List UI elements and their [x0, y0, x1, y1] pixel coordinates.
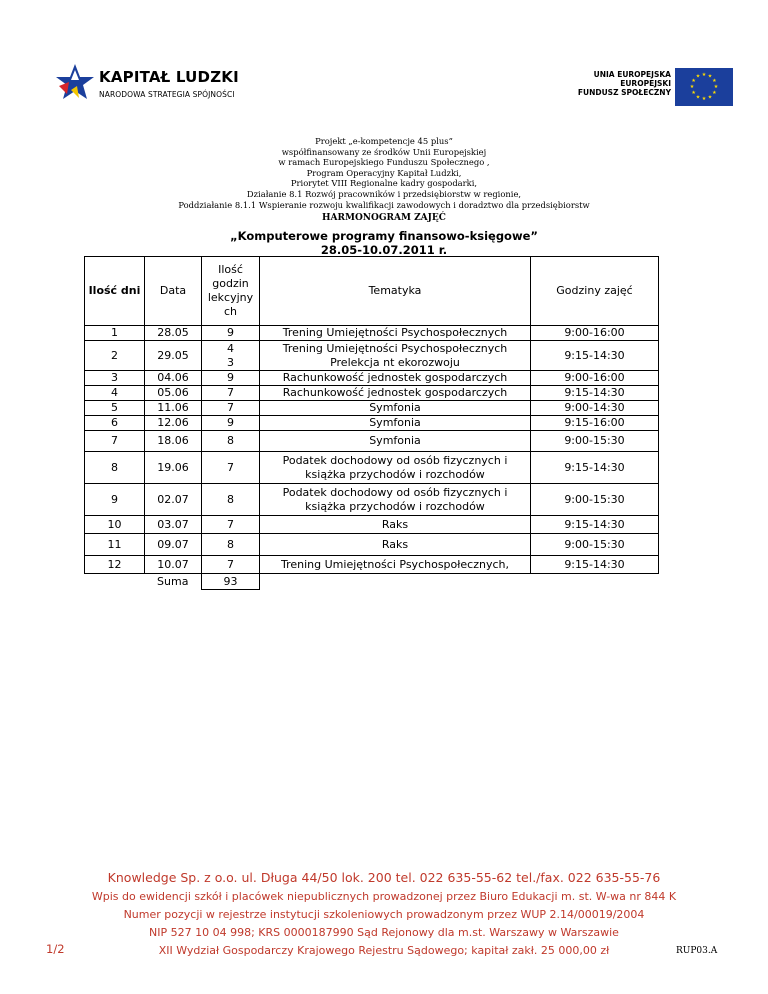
table-row: [85, 416, 659, 431]
project-line: współfinansowany ze środków Unii Europejskiej: [281, 146, 487, 157]
course-dates: 28.05-10.07.2011 r.: [320, 243, 448, 257]
svg-text:★: ★: [707, 94, 713, 101]
cell-topic: Trening Umiejętności Psychospołecznych: [260, 326, 531, 341]
cell-hours: 9: [202, 326, 260, 341]
table-row: [85, 371, 659, 386]
project-line: Poddziałanie 8.1.1 Wspieranie rozwoju kwalifikacji zawodowych i doradztwo dla przedsiębiorstw: [178, 199, 590, 210]
sum-label: Suma: [145, 574, 202, 590]
table-row: [85, 556, 659, 574]
cell-day: 12: [85, 556, 145, 574]
course-title: „Komputerowe programy finansowo-księgowe”: [230, 229, 538, 243]
cell-topic: Podatek dochodowy od osób fizycznych i książka przychodów i rozchodów: [260, 452, 531, 484]
cell-date: 11.06: [145, 401, 202, 416]
sum-value: 93: [202, 574, 260, 590]
cell-day: 10: [85, 516, 145, 534]
table-row: [85, 326, 659, 341]
cell-day: 7: [85, 431, 145, 452]
svg-text:★: ★: [691, 78, 696, 84]
cell-topic: Rachunkowość jednostek gospodarczych: [260, 371, 531, 386]
cell-time: 9:00-16:00: [531, 371, 659, 386]
cell-day: 3: [85, 371, 145, 386]
cell-hours: 9: [202, 416, 260, 431]
project-description: [0, 136, 768, 210]
footer-line: NIP 527 10 04 998; KRS 0000187990 Sąd Rejonowy dla m.st. Warszawy w Warszawie: [149, 926, 619, 939]
footer-company: Knowledge Sp. z o.o. ul. Długa 44/50 lok. 200 tel. 022 635-55-62 tel./fax. 022 635-55-76: [107, 870, 661, 885]
cell-date: 09.07: [145, 534, 202, 556]
cell-topic: Trening Umiejętności Psychospołecznych,: [260, 556, 531, 574]
document-code: RUP03.A: [676, 946, 718, 956]
cell-date: 03.07: [145, 516, 202, 534]
svg-text:★: ★: [689, 84, 695, 90]
cell-hours: 8: [202, 431, 260, 452]
cell-time: 9:00-14:30: [531, 401, 659, 416]
cell-day: 8: [85, 452, 145, 484]
cell-topic: Podatek dochodowy od osób fizycznych i książka przychodów i rozchodów: [260, 484, 531, 516]
cell-date: 18.06: [145, 431, 202, 452]
cell-date: 28.05: [145, 326, 202, 341]
project-line: w ramach Europejskiego Funduszu Społecznego ,: [278, 157, 490, 168]
cell-hours: 8: [202, 534, 260, 556]
cell-day: 1: [85, 326, 145, 341]
cell-day: 11: [85, 534, 145, 556]
svg-text:★: ★: [712, 78, 717, 84]
cell-hours: 7: [202, 386, 260, 401]
cell-day: 2: [85, 341, 145, 371]
cell-time: 9:00-15:30: [531, 534, 659, 556]
cell-time: 9:15-14:30: [531, 452, 659, 484]
cell-date: 29.05: [145, 341, 202, 371]
table-row: [85, 431, 659, 452]
table-row: [85, 534, 659, 556]
footer-line: XII Wydział Gospodarczy Krajowego Rejestru Sądowego; kapitał zakł. 25 000,00 zł: [158, 944, 610, 957]
table-row: [85, 484, 659, 516]
cell-topic: Symfonia: [260, 416, 531, 431]
cell-day: 5: [85, 401, 145, 416]
project-line: Priorytet VIII Regionalne kadry gospodarki,: [290, 178, 478, 189]
project-line: Program Operacyjny Kapitał Ludzki,: [306, 167, 462, 178]
cell-hours: 7: [202, 516, 260, 534]
footer-line: Wpis do ewidencji szkół i placówek niepublicznych prowadzonej przez Biuro Edukacji m. st. W-wa nr 844 K: [91, 890, 677, 903]
svg-text:★: ★: [695, 94, 701, 101]
cell-time: 9:00-16:00: [531, 326, 659, 341]
cell-topic: Symfonia: [260, 431, 531, 452]
table-row: [85, 386, 659, 401]
cell-day: 4: [85, 386, 145, 401]
svg-text:★: ★: [691, 90, 696, 96]
cell-topic: Rachunkowość jednostek gospodarczych: [260, 386, 531, 401]
course-title-block: [0, 229, 768, 257]
eu-logo: [578, 68, 733, 108]
cell-day: 6: [85, 416, 145, 431]
harmonogram-heading: HARMONOGRAM ZAJĘĆ: [322, 213, 446, 223]
cell-date: 04.06: [145, 371, 202, 386]
cell-time: 9:15-14:30: [531, 341, 659, 371]
table-header-row: [85, 257, 659, 326]
cell-hours: 8: [202, 484, 260, 516]
footer-line: Numer pozycji w rejestrze instytucji szkoleniowych prowadzonym przez WUP 2.14/00019/2004: [123, 908, 645, 921]
eu-flag-icon: [675, 68, 733, 106]
svg-text:★: ★: [712, 90, 717, 96]
cell-date: 12.06: [145, 416, 202, 431]
cell-time: 9:15-14:30: [531, 386, 659, 401]
header-date: Data: [145, 257, 202, 326]
cell-time: 9:15-14:30: [531, 516, 659, 534]
cell-hours: 7: [202, 452, 260, 484]
cell-date: 19.06: [145, 452, 202, 484]
cell-time: 9:00-15:30: [531, 484, 659, 516]
cell-time: 9:15-16:00: [531, 416, 659, 431]
cell-topic: Trening Umiejętności Psychospołecznych Prelekcja nt ekorozwoju: [260, 341, 531, 371]
cell-topic: Symfonia: [260, 401, 531, 416]
cell-topic: Raks: [260, 516, 531, 534]
table-row: [85, 341, 659, 371]
kapital-ludzki-star-icon: [55, 62, 95, 102]
project-line: Działanie 8.1 Rozwój pracowników i przedsiębiorstw w regionie,: [246, 188, 522, 199]
kapital-ludzki-title: KAPITAŁ LUDZKI: [99, 68, 239, 86]
cell-time: 9:00-15:30: [531, 431, 659, 452]
kapital-ludzki-logo: [55, 62, 245, 112]
cell-date: 10.07: [145, 556, 202, 574]
cell-time: 9:15-14:30: [531, 556, 659, 574]
schedule-table: [84, 256, 659, 590]
page-number: 1/2: [46, 942, 65, 956]
kapital-ludzki-subtitle: NARODOWA STRATEGIA SPÓJNOŚCI: [99, 90, 235, 99]
svg-text:★: ★: [701, 96, 707, 102]
cell-hours: 7: [202, 401, 260, 416]
eu-logo-text: UNIA EUROPEJSKA EUROPEJSKI FUNDUSZ SPOŁECZNY: [577, 70, 671, 97]
cell-topic: Raks: [260, 534, 531, 556]
footer-registry: [0, 888, 768, 960]
cell-hours: 9: [202, 371, 260, 386]
header-days: Ilość dni: [85, 257, 145, 326]
cell-hours: 7: [202, 556, 260, 574]
header-hours: Ilość godzin lekcyjny ch: [202, 257, 260, 326]
cell-hours: 4 3: [202, 341, 260, 371]
table-row: [85, 516, 659, 534]
svg-text:★: ★: [695, 73, 701, 80]
svg-text:★: ★: [701, 72, 707, 78]
cell-day: 9: [85, 484, 145, 516]
header-topic: Tematyka: [260, 257, 531, 326]
header-time: Godziny zajęć: [531, 257, 659, 326]
svg-text:★: ★: [707, 73, 713, 80]
sum-row: [85, 574, 659, 590]
cell-date: 02.07: [145, 484, 202, 516]
table-row: [85, 452, 659, 484]
cell-date: 05.06: [145, 386, 202, 401]
svg-text:★: ★: [713, 84, 719, 90]
table-row: [85, 401, 659, 416]
project-line: Projekt „e-kompetencje 45 plus”: [315, 136, 453, 146]
